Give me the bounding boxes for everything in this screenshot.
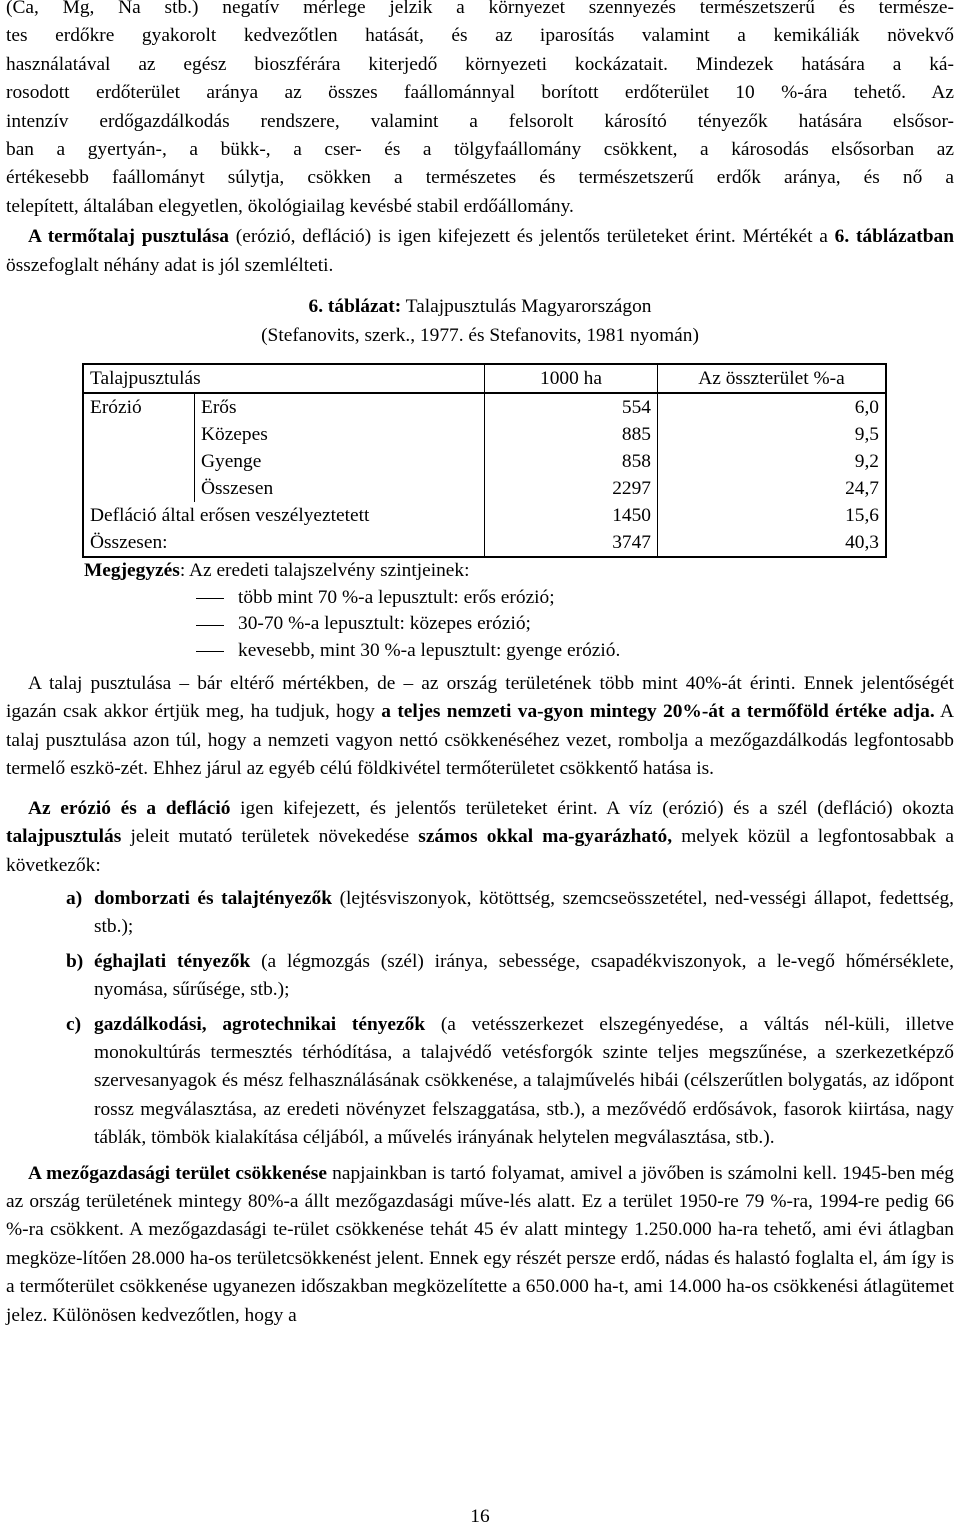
table-cell-pct: 6,0 [658, 393, 887, 421]
text-line: használatával az egész bioszférára kiterjedő környezeti kockázatait. Mindezek hatására a ká- [6, 53, 954, 75]
bold-phrase: a teljes nemzeti va-gyon mintegy 20%-át a termőföld értéke adja. [381, 701, 935, 723]
text-span: jeleit mutató területek növekedése [121, 826, 419, 848]
document-page [6, 0, 954, 1330]
factor-list [6, 885, 954, 1153]
text-span: (lejtésviszonyok, kötöttség, szemcseösszetétel, ned-vességi állapot, fedettség, stb.); [94, 887, 955, 938]
table-cell-ha: 885 [485, 421, 658, 448]
table-cell-group: Erózió [83, 393, 195, 421]
table-cell-ha: 2297 [485, 475, 658, 502]
text-line: telepített, általában elegyetlen, ökológiailag kevésbé stabil erdőállomány. [6, 195, 574, 217]
bold-phrase: Az erózió és a defláció [28, 797, 231, 819]
table-cell-pct: 9,5 [658, 421, 887, 448]
list-marker: c) [66, 1013, 82, 1035]
caption-label: 6. táblázat: [308, 296, 402, 318]
table-cell-ha: 858 [485, 448, 658, 475]
caption-title [6, 292, 954, 321]
list-item [6, 948, 954, 1005]
text-span: igen kifejezett, és jelentős területeket érint. A víz (erózió) és a szél (defláció) okozta [230, 797, 954, 819]
header-cell: 1000 ha [485, 364, 658, 393]
note-item [196, 585, 954, 612]
note-item-text: kevesebb, mint 30 %-a lepusztult: gyenge erózió. [238, 639, 621, 661]
list-item [6, 885, 954, 942]
paragraph-3 [6, 670, 954, 784]
table-cell-group [83, 448, 195, 475]
table-cell-label: Gyenge [195, 448, 485, 475]
note-intro: : Az eredeti talajszelvény szintjeinek: [179, 560, 470, 582]
note-item-text: több mint 70 %-a lepusztult: erős erózió; [238, 586, 555, 608]
bold-phrase: gazdálkodási, agrotechnikai tényezők [94, 1013, 426, 1035]
dash-icon [196, 625, 224, 626]
list-item [6, 1011, 954, 1153]
header-cell: Talajpusztulás [83, 364, 485, 393]
header-cell: Az összterület %-a [658, 364, 887, 393]
paragraph-2 [6, 223, 954, 280]
note-label: Megjegyzés [84, 560, 180, 582]
bold-phrase: 6. táblázatban [834, 226, 954, 248]
list-body [94, 885, 954, 942]
note-heading [84, 558, 954, 585]
paragraph-1 [6, 0, 954, 221]
text-span: A talaj pusztulása – bár eltérő mértékben, de – az ország területének több mint 40%-át érinti. Ennek jelentőségét igazán csak akkor értjük meg, ha tudjuk, hogy [6, 673, 954, 723]
table-note [84, 558, 954, 664]
table-cell-ha: 3747 [485, 529, 658, 557]
text-line: (Ca, Mg, Na stb.) negatív mérlege jelzik a környezet szennyezés természetszerű és természe- [6, 0, 954, 18]
text-line: tes erdőkre gyakorolt kedvezőtlen hatását, és az iparosítás valamint a kemikáliák növekvő [6, 25, 954, 47]
text-line: ban a gyertyán-, a bükk-, a cser- és a tölgyfaállomány csökkent, a károsodás elsősorban az [6, 139, 954, 161]
text-span: (a vetésszerkezet elszegényedése, a váltás nél-küli, illetve monokultúrás termesztés térhódítása, a talajvédő vetésforgók szinte teljes megszűnése, a szerkezetképző szervesanyagok és mész felhasználásának csökkenése, a talajművelés hibái (célszerűtlen bolygatás, az időpont rossz megválasztása, az eredeti növényzet felszaggatása, stb.), a mezővédő erdősávok, fasorok kiirtása, nagy táblák, tömbök kialakítása céljából, a művelés irányának helytelen megválasztása, stb.). [94, 1013, 955, 1149]
table-cell-pct: 9,2 [658, 448, 887, 475]
table-row [83, 475, 886, 502]
note-item [196, 638, 954, 665]
text-span: A talaj pusztulása azon túl, hogy a nemzeti vagyon nettó csökkenéséhez vezet, rombolja a mezőgazdálkodás legfontosabb termelő eszkö-zét. Ehhez járul az egyéb célú földkivétel termőterületet csökkentő hatása is. [6, 701, 954, 780]
list-marker: b) [66, 950, 84, 972]
text-span: (erózió, defláció) is igen kifejezett és jelentős területeket érint. Mértékét a [228, 226, 835, 248]
table-row [83, 421, 886, 448]
table-cell-group [83, 421, 195, 448]
table-cell-ha: 554 [485, 393, 658, 421]
text-span: (a légmozgás (szél) iránya, sebessége, csapadékviszonyok, a le-vegő hőmérséklete, nyomása, sűrűsége, stb.); [94, 950, 954, 1001]
paragraph-5 [6, 1160, 954, 1330]
bold-phrase: domborzati és talajtényezők [94, 887, 333, 909]
note-item-text: 30-70 %-a lepusztult: közepes erózió; [238, 613, 531, 635]
table-row [83, 502, 886, 529]
table-cell-group [83, 475, 195, 502]
bold-phrase: A mezőgazdasági terület csökkenése [28, 1162, 327, 1184]
table-cell-ha: 1450 [485, 502, 658, 529]
table-cell-pct: 40,3 [658, 529, 887, 557]
table-cell-pct: 15,6 [658, 502, 887, 529]
bold-phrase: talajpusztulás [6, 826, 122, 848]
text-line: rosodott erdőterület aránya az összes faállománnyal borított erdőterület 10 %-ára tehető. Az [6, 82, 954, 104]
bold-phrase: számos okkal ma-gyarázható, [418, 826, 673, 848]
text-span: napjainkban is tartó folyamat, amivel a jövőben is számolni kell. 1945-ben még az ország területének mintegy 80%-a állt mezőgazdasági műve-lés alatt. Ez a terület 1950-re 79 %-ra, 1994-re pedig 66 %-ra csökkent. A mezőgazdasági te-rület csökkenése tehát 45 év alatt mintegy 1.250.000 ha-ra tehető, ami évi átlagban megköze-lítően 28.000 ha-os területcsökkenést jelent. Ennek egy részét persze erdő, nádas és halastó foglalta el, ám így is a termőterület csökkenése ugyanezen időszakban megközelítette a 650.000 ha-t, ami 14.000 ha-os csökkenési átlagütemet jelez. Különösen kedvezőtlen, hogy a [6, 1162, 955, 1326]
table-cell-group: Defláció által erősen veszélyeztetett [83, 502, 485, 529]
dash-icon [196, 598, 224, 599]
table-row [83, 393, 886, 421]
table-cell-label: Összesen [195, 475, 485, 502]
caption-source: (Stefanovits, szerk., 1977. és Stefanovits, 1981 nyomán) [261, 325, 699, 347]
text-line: intenzív erdőgazdálkodás rendszere, valamint a felsorolt károsító tényezők hatására elsősor- [6, 110, 954, 132]
soil-loss-table [82, 363, 887, 558]
table-cell-group: Összesen: [83, 529, 485, 557]
table-cell-pct: 24,7 [658, 475, 887, 502]
text-span: összefoglalt néhány adat is jól szemlélteti. [6, 254, 334, 276]
bold-phrase: A termőtalaj pusztulása [28, 226, 229, 248]
list-body [94, 1011, 954, 1153]
table-header-row [83, 364, 886, 393]
table-caption [6, 292, 954, 350]
bold-phrase: éghajlati tényezők [94, 950, 251, 972]
table-cell-label: Közepes [195, 421, 485, 448]
dash-icon [196, 651, 224, 652]
text-span: melyek közül a legfontosabbak a következők: [6, 826, 955, 876]
text-line: értékesebb faállományt súlytja, csökken a természetes és természetszerű erdők aránya, és nő a [6, 167, 954, 189]
table-row [83, 529, 886, 557]
note-item [196, 611, 954, 638]
table-cell-label: Erős [195, 393, 485, 421]
caption-text: Talajpusztulás Magyarországon [401, 296, 652, 318]
paragraph-4 [6, 795, 954, 880]
table-row [83, 448, 886, 475]
list-marker: a) [66, 887, 83, 909]
list-body [94, 948, 954, 1005]
page-number: 16 [470, 1506, 490, 1527]
